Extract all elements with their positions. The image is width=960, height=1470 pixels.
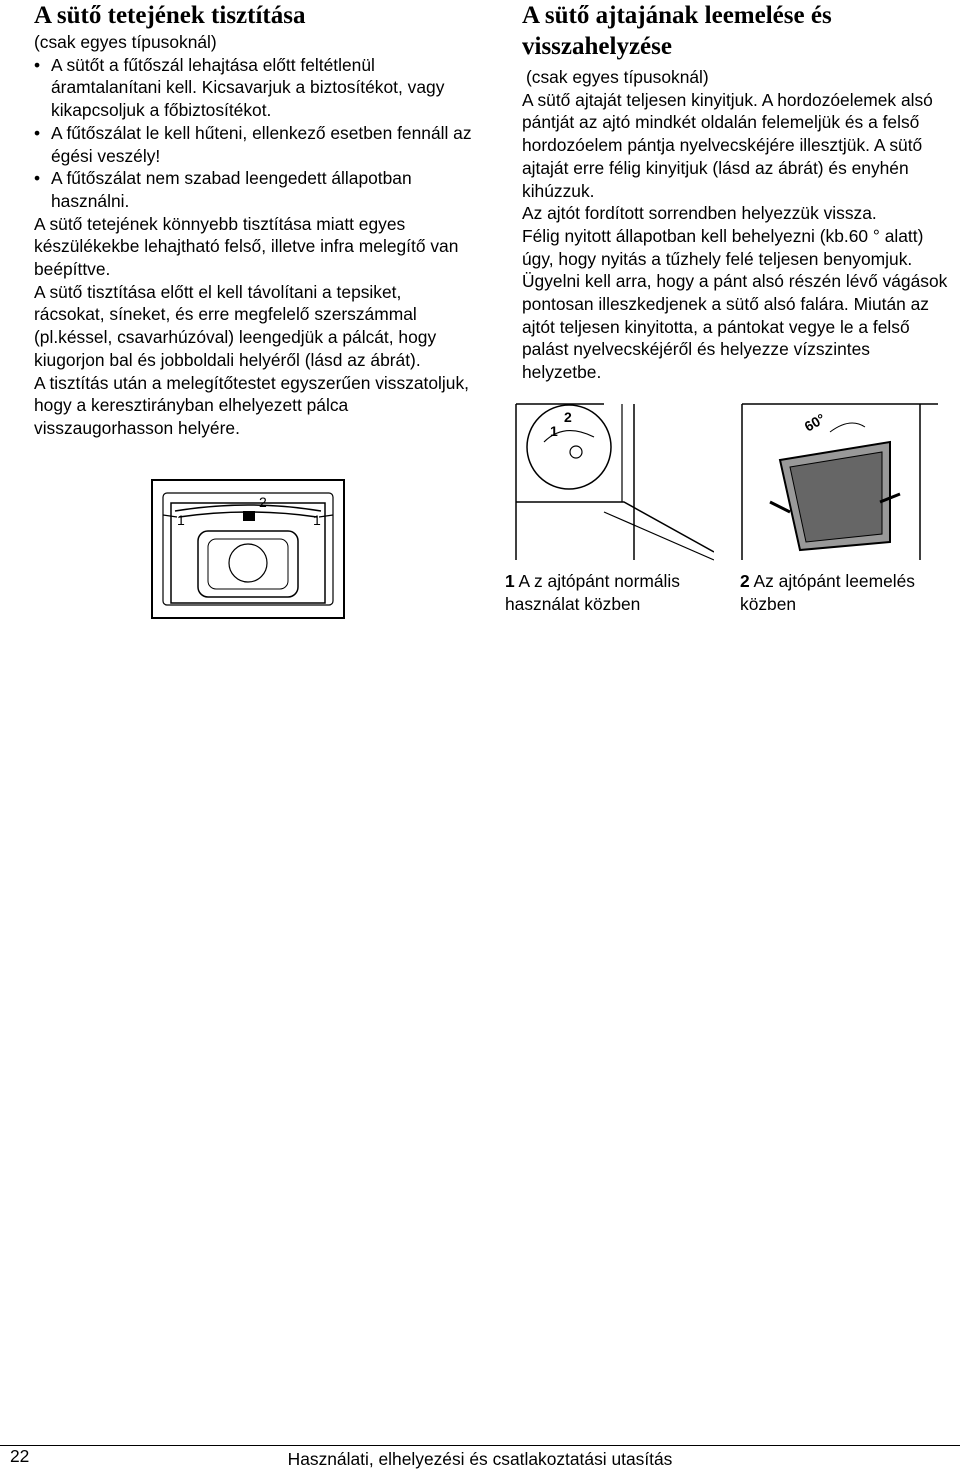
door-hinge-diagram-icon [514, 402, 714, 562]
hinge-normal-figure [514, 402, 714, 562]
list-item: • A fűtőszálat le kell hűteni, ellenkező esetben fennáll az égési veszély! [34, 122, 472, 166]
list-item: • A sütőt a fűtőszál lehajtása előtt feltétlenül áramtalanítani kell. Kicsavarjuk a biztosítékot, vagy kikapcsoljuk a főbiztosítékot. [34, 54, 445, 121]
hinge-removal-figure [740, 402, 940, 562]
figure-label: 2 [259, 494, 267, 510]
right-column [522, 0, 954, 384]
list-item: • A fűtőszálat nem szabad leengedett állapotban használni. [34, 168, 412, 211]
section-title-door-removal: A sütő ajtajának leemelése és visszahelyzése [522, 2, 832, 60]
caption-number: 2 [740, 571, 750, 591]
bullet-icon: • [34, 122, 41, 143]
caption-1 [505, 570, 715, 615]
warning-list [34, 54, 474, 213]
footer-text: Használati, elhelyezési és csatlakoztatási utasítás [287, 1449, 673, 1469]
paragraph: A sütő ajtaját teljesen kinyitjuk. A hordozóelemek alsó pántját az ajtó mindkét oldalán felemeljük és a felső hordozóelem pántja nyelvecskéjére illesztjük. A sütő ajtaját erre félig kinyitjuk (lásd az ábrát) és enyhén kihúzzuk. [522, 89, 933, 201]
paragraph: Az ajtót fordított sorrendben helyezzük vissza. [522, 203, 877, 224]
caption-text: A z ajtópánt normális használat közben [505, 571, 680, 614]
section-title-top-cleaning: A sütő tetejének tisztítása [34, 2, 306, 29]
figure-label: 2 [564, 409, 572, 425]
door-removal-diagram-icon [740, 402, 940, 562]
caption-text: Az ajtópánt leemelés közben [740, 571, 915, 614]
subtitle: (csak egyes típusoknál) [34, 32, 217, 52]
caption-number: 1 [505, 571, 515, 591]
figure-label: 1 [550, 423, 558, 439]
page-number: 22 [10, 1446, 30, 1466]
oven-heater-figure [151, 479, 345, 619]
figure-label: 60° [801, 410, 828, 435]
figure-label: 1 [313, 512, 321, 528]
paragraph: A sütő tetejének könnyebb tisztítása miatt egyes készülékekbe lehajtható felső, illetve infra melegítő van beépíttve. [34, 213, 459, 280]
paragraph: A sütő tisztítása előtt el kell távolítani a tepsiket, rácsokat, síneket, és erre megfelelő szerszámmal (pl.késsel, csavarhúzóval) leengedjük a pálcát, hogy kiugorjon bal és jobboldali helyéről (lásd az ábrát). [34, 281, 437, 370]
figure-label: 1 [177, 512, 185, 528]
subtitle: (csak egyes típusoknál) [526, 67, 709, 87]
footer-divider [0, 1445, 960, 1446]
oven-diagram-icon [153, 481, 343, 617]
left-column [34, 0, 474, 440]
paragraph: A tisztítás után a melegítőtestet egyszerűen visszatoljuk, hogy a keresztirányban elhelyezett pálca visszaugorhasson helyére. [34, 372, 469, 438]
paragraph: Félig nyitott állapotban kell behelyezni (kb.60 ° alatt) úgy, hogy nyitás a tűzhely felé teljesen benyomjuk. Ügyelni kell arra, hogy a pánt alsó részén lévő vágások pontosan illeszkedjenek a sütő alsó falára. Miután az ajtót teljesen kinyitotta, a pántokat vegye le a felső palást nyelvecskéjéről és helyezze vízszintes helyzetbe. [522, 225, 948, 383]
caption-2 [740, 570, 950, 615]
bullet-icon: • [34, 168, 41, 189]
bullet-icon: • [34, 54, 41, 75]
